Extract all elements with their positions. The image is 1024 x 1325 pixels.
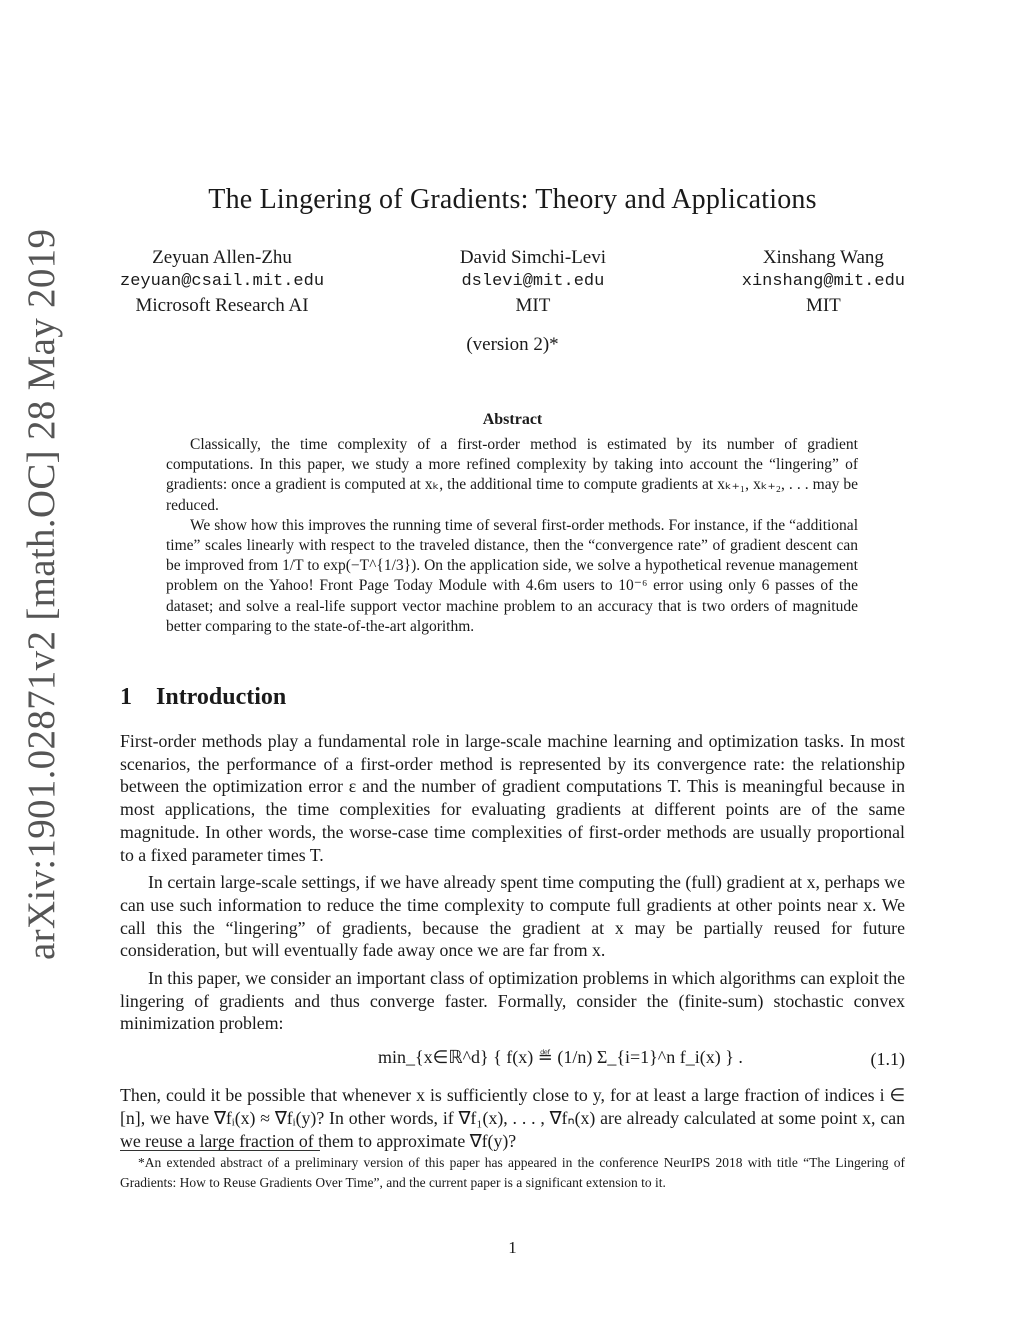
author-block <box>120 246 905 318</box>
author-name: Zeyuan Allen-Zhu <box>152 247 292 268</box>
paragraph: In this paper, we consider an important class of optimization problems in which algorithms can exploit the lingering of gradients and thus converge faster. Formally, consider the (finite-sum) stochastic convex minimization problem: <box>120 968 905 1034</box>
body-text <box>120 730 905 1157</box>
section-title: Introduction <box>156 684 287 710</box>
equation-1-1 <box>120 1040 905 1082</box>
author-email[interactable]: dslevi@mit.edu <box>461 272 605 291</box>
footnote <box>120 1153 905 1192</box>
section-heading <box>120 684 286 711</box>
arxiv-stamp: arXiv:1901.02871v2 [math.OC] 28 May 2019 <box>20 228 63 960</box>
equation-number: (1.1) <box>870 1049 905 1070</box>
author-1 <box>120 246 324 318</box>
paper-title: The Lingering of Gradients: Theory and Applications <box>208 184 817 215</box>
version-note: (version 2)* <box>466 334 559 355</box>
section-number: 1 <box>120 684 132 710</box>
author-2 <box>460 246 606 318</box>
author-affiliation: MIT <box>515 295 551 316</box>
author-3 <box>742 246 905 318</box>
abstract-paragraph: We show how this improves the running time of several first-order methods. For instance, if the “additional time” scales linearly with respect to the traveled distance, then the “convergence rate” of gradient descent can be improved from 1/T to exp(−T^{1/3}). On the application side, we solve a hypothetical revenue management problem on the Yahoo! Front Page Today Module with 4.6m users to 10⁻⁶ error using only 6 passes of the dataset; and solve a real-life support vector machine problem to an accuracy that is two orders of magnitude better comparing to the state-of-the-art algorithm. <box>166 516 858 635</box>
paragraph: Then, could it be possible that whenever x is sufficiently close to y, for at least a large fraction of indices i ∈ [n], we have ∇fᵢ(x) ≈ ∇fᵢ(y)? In other words, if ∇f₁(x), . . . , ∇fₙ(x) are already calculated at some point x, can we reuse a large fraction of them to approximate ∇f(y)? <box>120 1085 905 1151</box>
author-affiliation: Microsoft Research AI <box>135 295 309 316</box>
author-affiliation: MIT <box>805 295 841 316</box>
paragraph: In certain large-scale settings, if we have already spent time computing the (full) gradient at x, perhaps we can use such information to reduce the time complexity to compute full gradients at other points near x. We call this the “lingering” of gradients, because the gradient at x may be partially reused for future consideration, but will eventually fade away once we are far from x. <box>120 872 905 961</box>
footnote-text: *An extended abstract of a preliminary version of this paper has appeared in the conference NeurIPS 2018 with title “The Lingering of Gradients: How to Reuse Gradients Over Time”, and the current paper is a significant extension to it. <box>120 1155 905 1190</box>
footnote-divider <box>120 1150 320 1151</box>
author-name: David Simchi-Levi <box>459 247 606 268</box>
abstract-paragraph: Classically, the time complexity of a first-order method is estimated by its number of gradient computations. In this paper, we study a more refined complexity by taking into account the “lingering” of gradients: once a gradient is computed at xₖ, the additional time to compute gradients at xₖ₊₁, xₖ₊₂, . . . may be reduced. <box>166 436 858 514</box>
abstract <box>166 435 858 637</box>
equation-expression: min_{x∈ℝ^d} { f(x) ≝ (1/n) Σ_{i=1}^n f_i(x) } . <box>378 1047 743 1068</box>
author-name: Xinshang Wang <box>762 247 884 268</box>
author-email[interactable]: zeyuan@csail.mit.edu <box>120 272 325 291</box>
abstract-heading: Abstract <box>482 411 543 428</box>
page-number: 1 <box>508 1238 517 1257</box>
author-email[interactable]: xinshang@mit.edu <box>741 272 905 291</box>
paragraph: First-order methods play a fundamental role in large-scale machine learning and optimization tasks. In most scenarios, the performance of a first-order method is represented by its convergence rate: the relationship between the optimization error ε and the number of gradient computations T. This is meaningful because in most applications, the time complexities for evaluating gradients at different points are of the same magnitude. In other words, the worse-case time complexities of first-order methods are usually proportional to a fixed parameter times T. <box>120 731 905 865</box>
